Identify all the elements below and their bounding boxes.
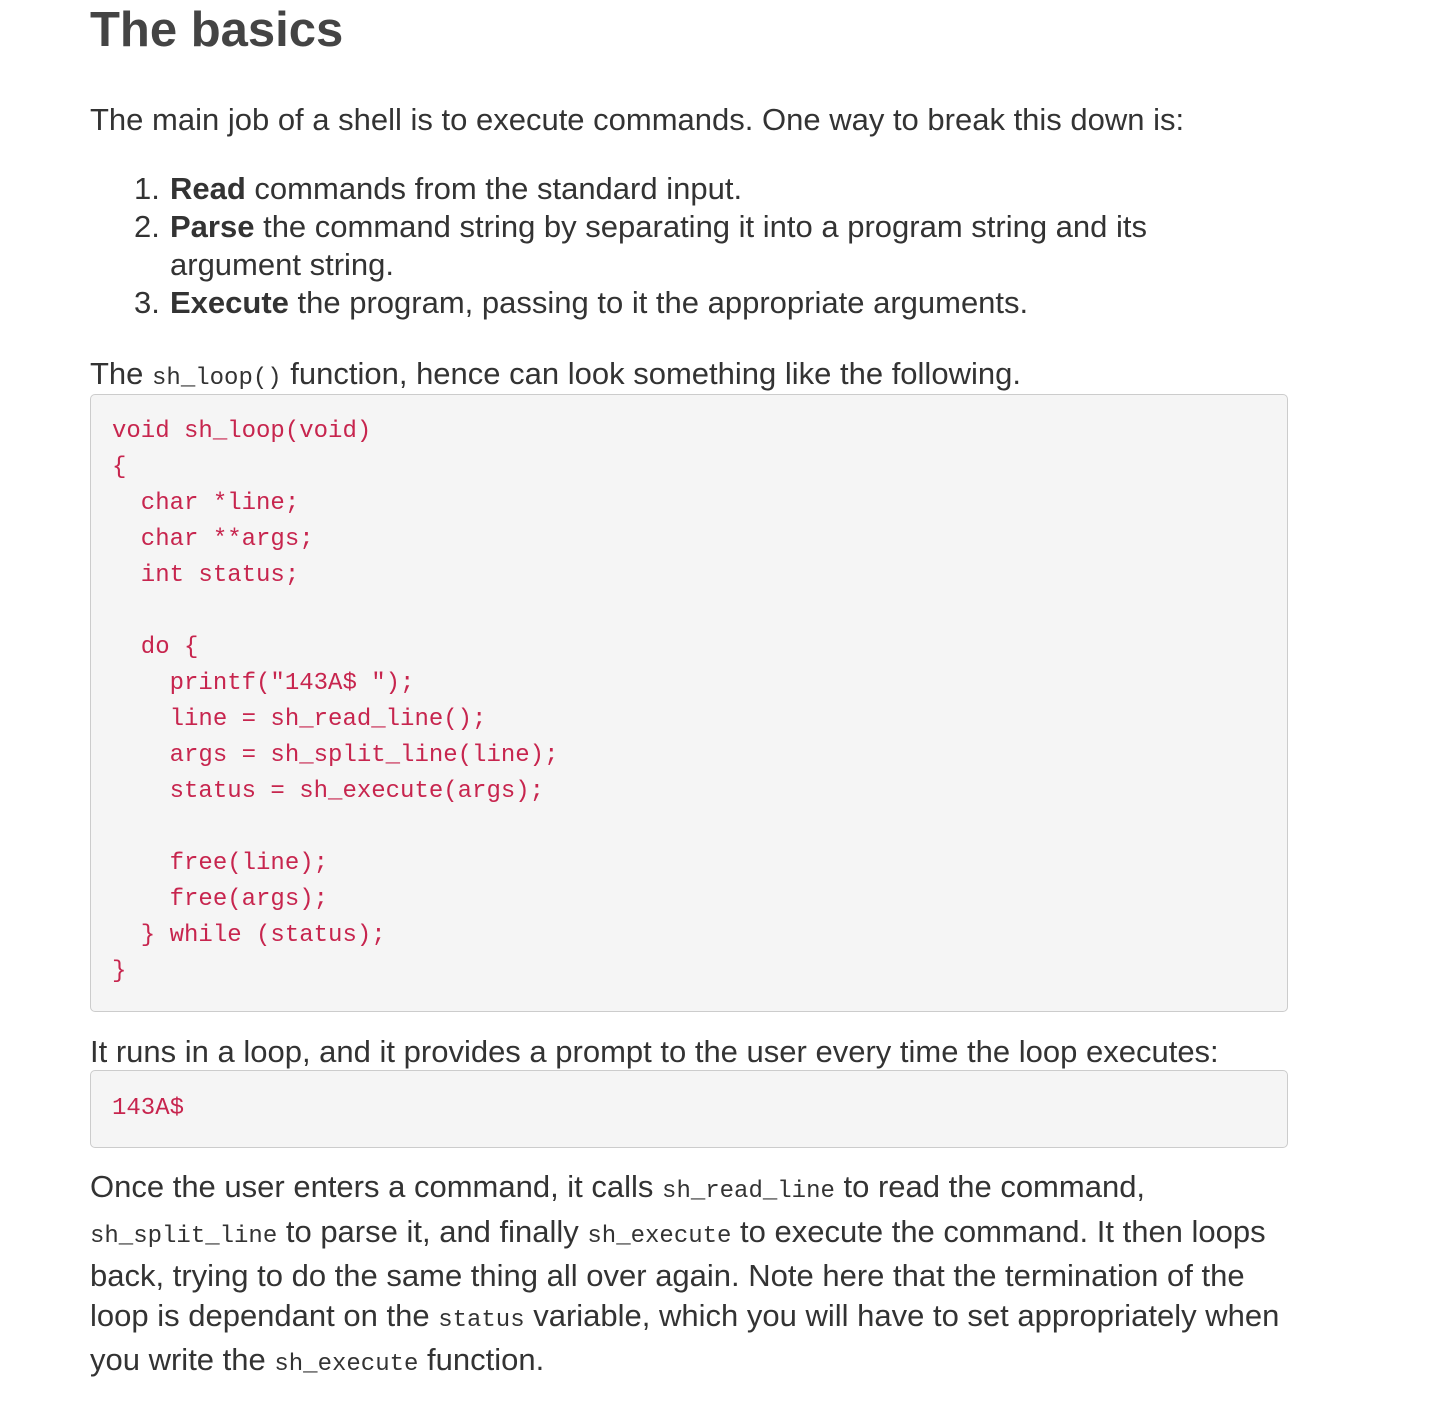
inline-code: sh_execute [587, 1222, 732, 1250]
list-number: 2. [134, 209, 160, 244]
runs-paragraph: It runs in a loop, and it provides a prompt to the user every time the loop executes: [90, 1034, 1219, 1069]
list-item [134, 284, 1234, 322]
step-keyword: Read [170, 171, 246, 206]
text: to read the command, [834, 1169, 1146, 1204]
step-text: the command string by separating it into a program string and its argument string. [170, 209, 1148, 282]
text: function. [418, 1342, 545, 1377]
code-block [90, 394, 1288, 1012]
section-heading: The basics [90, 3, 344, 57]
steps-list [134, 170, 1234, 322]
step-text: the program, passing to it the appropriate arguments. [288, 285, 1029, 320]
list-number: 1. [134, 171, 160, 206]
text: The [90, 356, 153, 391]
text: Once the user enters a command, it calls [90, 1169, 663, 1204]
prompt-code-block [90, 1070, 1288, 1148]
inline-code: sh_split_line [90, 1222, 278, 1250]
inline-code: status [438, 1306, 525, 1334]
text: to execute the command. It then loops back, trying to do the same thing all over again. Note here that the termination of the loop is dependant on the [90, 1213, 1266, 1333]
text: variable, which you will have to set appropriately when you write the [90, 1297, 1280, 1377]
text: function, hence can look something like the following. [281, 356, 1021, 391]
step-keyword: Parse [170, 209, 255, 244]
intro-paragraph: The main job of a shell is to execute commands. One way to break this down is: [90, 102, 1185, 137]
loop-intro-paragraph [90, 354, 1021, 398]
list-number: 3. [134, 285, 160, 320]
text: to parse it, and finally [277, 1213, 588, 1249]
step-text: commands from the standard input. [245, 171, 743, 206]
step-keyword: Execute [170, 285, 289, 320]
inline-code: sh_loop() [152, 365, 282, 392]
code-text: void sh_loop(void) { char *line; char **args; int status; do { printf("143A$ "); line = sh_read_line(); args = sh_split_line(line); status = sh_execute(args); free(line); free(args); } while (status); } [112, 418, 559, 985]
prompt-code-text: 143A$ [112, 1095, 185, 1122]
final-paragraph [90, 1167, 1290, 1385]
list-item [134, 208, 1234, 284]
inline-code: sh_execute [274, 1351, 419, 1378]
inline-code: sh_read_line [662, 1178, 835, 1205]
list-item [134, 170, 1234, 208]
